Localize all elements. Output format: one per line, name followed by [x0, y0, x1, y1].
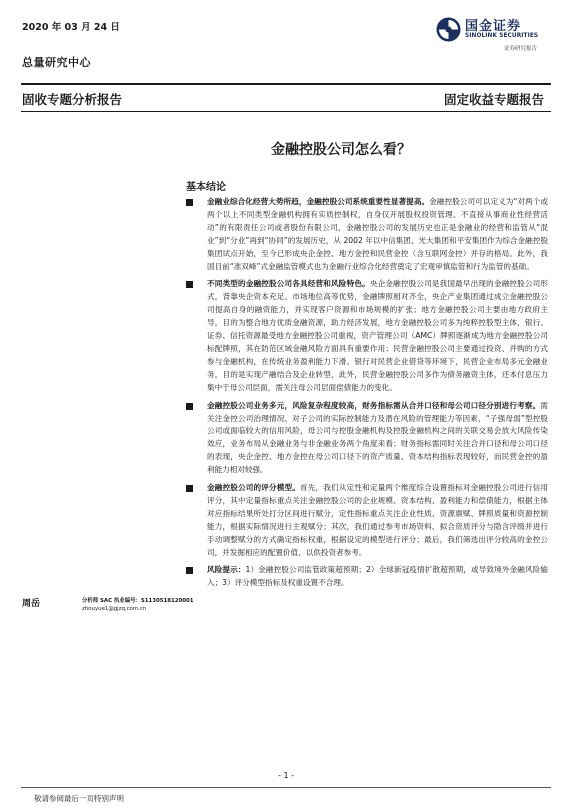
conclusion-body: 需关注金控公司治理情况、对子公司的实际控制能力及潜在风险的管理能力等因素，“子强母弱”型控股公司或面临较大的信用风险，母公司与控股金融机构及控股金融机构之间的关联交易会放大风险传染效应，业务布局从金融业务与非金融业务两个角度来看；财务指标需同时关注合并口径和母公司口径的表现，央企金控、地方金控在母公司口径下的资产质量、资本结构指标表现较好，而民营金控的盈利能力相对较强。 — [207, 400, 548, 475]
page-number: - 1 - — [278, 771, 294, 780]
conclusion-lead: 风险提示： — [207, 565, 246, 575]
disclaimer-note: 敬请参阅最后一页特别声明 — [34, 794, 124, 803]
logo-name-en: SINOLINK SECURITIES — [465, 33, 539, 39]
department-name: 总量研究中心 — [22, 56, 91, 69]
section-title: 基本结论 — [186, 182, 226, 193]
conclusion-lead: 不同类型的金融控股公司各具经营和风险特色。 — [207, 279, 370, 289]
company-logo — [436, 14, 556, 54]
conclusion-list — [186, 196, 548, 595]
conclusion-lead: 金融控股公司业务多元，风险复杂程度较高，财务指标需从合并口径和母公司口径分别进行考察。 — [207, 400, 541, 410]
analyst-email[interactable]: zhouyue1@gjzq.com.cn — [82, 606, 147, 612]
conclusion-item — [186, 400, 548, 477]
header-divider-top — [21, 83, 551, 85]
conclusion-body: 央企金融控股公司是我国最早出现的金融控股公司形式，背靠央企资本充足、市场地位高等优势，金融牌照相对齐全，央企产业集团通过成立金融控股公司提高自身的融资能力，并实现客户资源和市场规模的扩张；地方金融控股公司主要由地方政府主导，目的为整合地方优质金融资源，助力经济发展，地方金融控股公司多为纯粹控股型主体，银行、证券、信托资源最受地方金融控股公司重视，资产管理公司（AMC）牌照逐渐成为地方金融控股公司标配牌照，其在防范区域金融风险方面具有重要作用；民营金融控股公司主要通过投资、并购的方式参与金融机构，在传统业务盈利能力下滑、银行对民营企业借贷等环境下，民营企业布局多元金融业务，目的是实现产融结合及企业转型，此外，民营金融控股公司多作为债务融资主体，还本付息压力集中于母公司层面，需关注母公司层面偿债能力的变化。 — [207, 279, 548, 392]
sinolink-logo-icon — [436, 17, 461, 42]
bullet-square-icon — [186, 281, 193, 288]
report-kind: 固定收益专题报告 — [443, 92, 544, 107]
analyst-name: 周岳 — [22, 599, 41, 609]
bullet-square-icon — [186, 403, 193, 410]
footer-divider — [21, 787, 551, 788]
logo-subtitle: 证券研究报告 — [504, 46, 538, 52]
header-divider-bottom — [21, 111, 551, 112]
analyst-certificate: 分析师 SAC 执业编号：S1130518120001 — [82, 598, 194, 604]
bullet-square-icon — [186, 567, 193, 574]
conclusion-body: 首先，我们从定性和定量两个维度综合设置指标对金融控股公司进行信用评分，其中定量指标重点关注金融控股公司的企业规模、资本结构、盈利能力和偿债能力，根据主体对应指标结果所处打分区间进行赋分，定性指标重点关注企业性质、资源禀赋、牌照质量和资源控制能力，根据实际情况进行主观赋分；其次，我们通过参考市场资料、拟合资质评分与隐含评级并进行手动调整赋分的方式确定指标权重，根据设定的模型进行评分；最后，我们筛选出评分较高的金控公司，并发掘相应的配置价值，以供投资者参考。 — [207, 483, 548, 557]
conclusion-item — [186, 482, 548, 559]
conclusion-lead: 金融控股公司的评分模型。 — [207, 483, 301, 493]
conclusion-body: 金融控股公司可以定义为“对两个或两个以上不同类型金融机构拥有实质控制权，自身仅开展股权投资管理、不直接从事商业性经营活动”的有限责任公司或者股份有限公司，金融控股公司的发展历史也正是金融业的经营和监管从“混业”到“分业”再到“协同”的发展历史，从 2002 年以中信集团、光大集团和平安集团作为综合金融控股集团试点开始，至今已形成央企金控、地方金控和民营金控（含互联网金控）并存的格局。此外，我国目前“准双峰”式金融监管模式也为金融行业综合化经营奠定了宏观审慎监管和行为监管的基础。 — [207, 197, 548, 271]
bullet-square-icon — [186, 485, 193, 492]
report-title: 金融控股公司怎么看？ — [271, 142, 411, 158]
report-type: 固收专题分析报告 — [22, 92, 123, 107]
conclusion-lead: 金融业综合化经营大势所趋，金融控股公司系统重要性显著提高。 — [207, 197, 430, 206]
logo-name-cn: 国金证券 — [465, 19, 522, 34]
conclusion-item — [186, 278, 548, 394]
conclusion-item — [186, 564, 548, 590]
conclusion-body: 1）金融控股公司监管政策超预期；2）全球新冠疫情扩散超预期，或导致境外金融风险输入；3）评分模型指标及权重设置不合理。 — [207, 565, 548, 588]
report-date: 2020 年 03 月 24 日 — [22, 22, 120, 33]
conclusion-item — [186, 196, 548, 273]
bullet-square-icon — [186, 199, 193, 206]
